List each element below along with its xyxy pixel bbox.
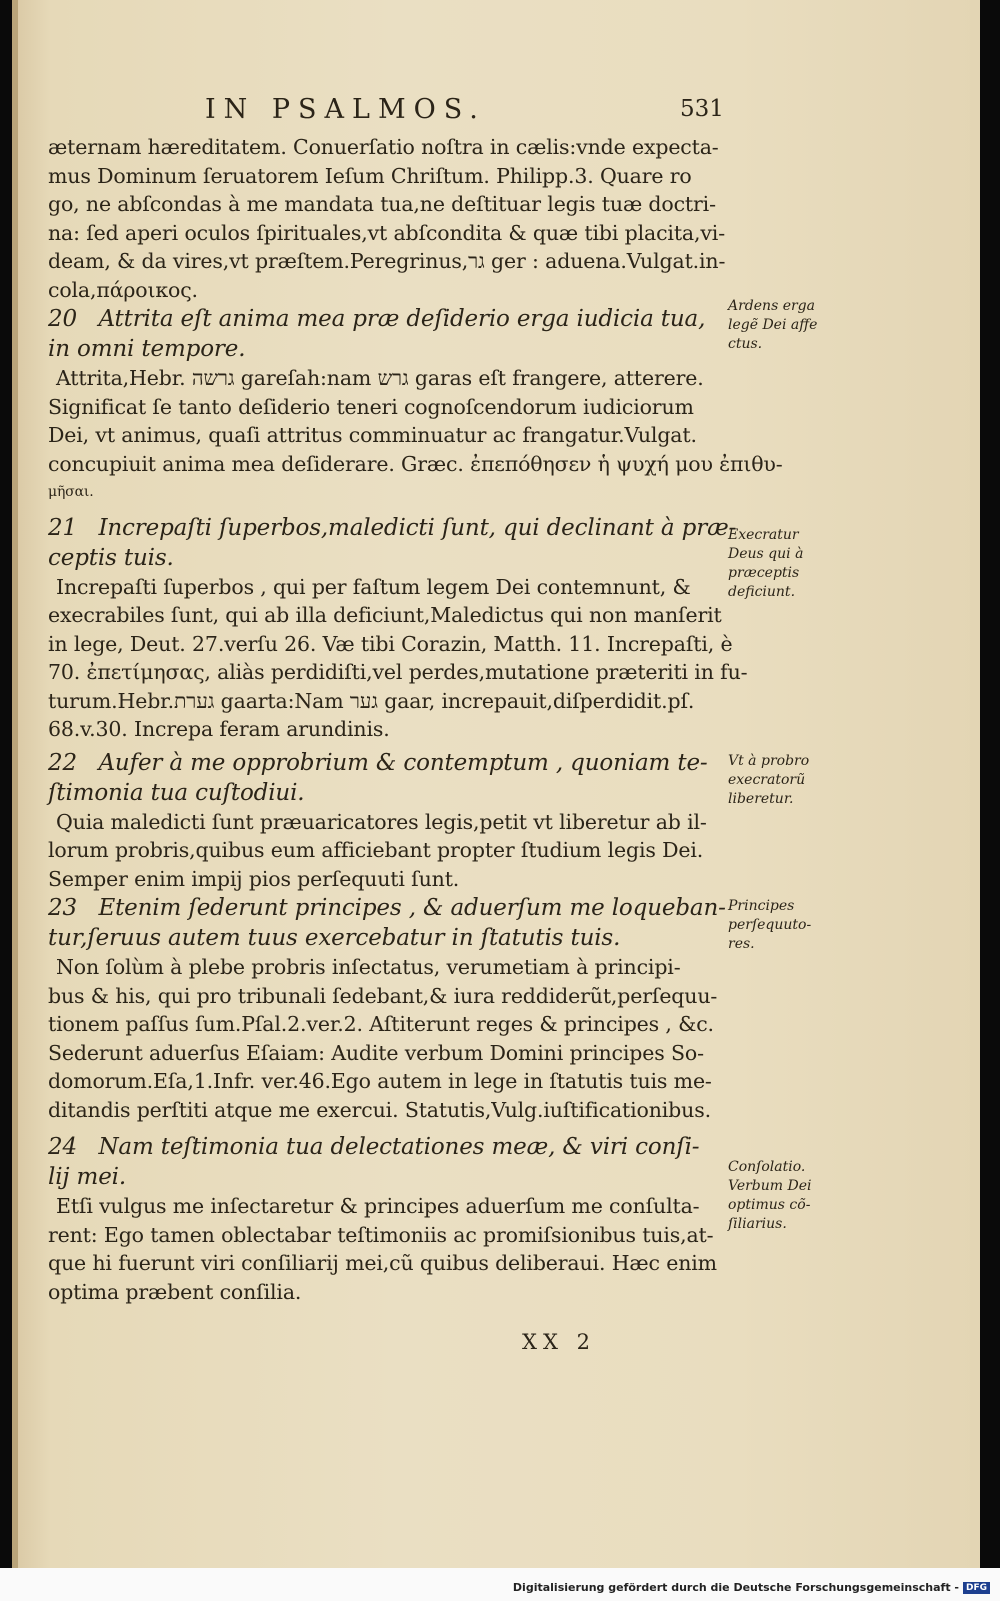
commentary-line: ditandis perſtiti atque me exercui. Statutis,Vulg.iuſtificationibus. <box>48 1097 711 1122</box>
footer-credit <box>513 1581 990 1594</box>
margin-note-line: liberetur. <box>728 791 794 807</box>
commentary-line: concupiuit anima mea deſiderare. Græc. ἐπεπόθησεν ἡ ψυχή μου ἐπιθυ- <box>48 451 783 476</box>
margin-note <box>728 526 838 602</box>
commentary-line: tionem paſſus ſum.Pſal.2.ver.2. Aſtiterunt reges & principes , &c. <box>48 1012 714 1036</box>
commentary-line: que hi fuerunt viri conſiliarij mei,cũ quibus deliberaui. Hæc enim <box>48 1251 717 1275</box>
body-line: na: ſed aperi oculos ſpirituales,vt abſcondita & quæ tibi placita,vi- <box>48 220 725 245</box>
commentary-line: bus & his, qui pro tribunali ſedebant,& iura reddiderũt,perſequu- <box>48 983 718 1008</box>
margin-note-line: legẽ Dei affe <box>728 317 818 333</box>
margin-note-line: execratorũ <box>728 772 806 788</box>
margin-note <box>728 1158 838 1234</box>
verse-line: lij mei. <box>48 1164 127 1190</box>
commentary-line: lorum probris,quibus eum afficiebant propter ſtudium legis Dei. <box>48 838 704 862</box>
margin-note-line: præceptis <box>728 565 800 581</box>
commentary-line: Semper enim impij pios perſequuti ſunt. <box>48 866 460 891</box>
margin-note <box>728 897 838 954</box>
body-line: mus Dominum ſeruatorem Ieſum Chriſtum. Philipp.3. Quare ro <box>48 163 692 188</box>
verse-text: Aufer à me opprobrium & contemptum , quoniam te- <box>98 749 708 776</box>
dfg-logo-icon: DFG <box>963 1582 990 1594</box>
page-number: 531 <box>680 96 724 122</box>
commentary-line: Etſi vulgus me inſectaretur & principes aduerſum me conſulta- <box>56 1194 700 1218</box>
verse-line: ceptis tuis. <box>48 544 174 571</box>
commentary-line: rent: Ego tamen oblectabar teſtimoniis ac promiſsionibus tuis,at- <box>48 1222 714 1247</box>
verse-line <box>12 1132 712 1162</box>
verse-text: Nam teſtimonia tua delectationes meæ, & viri conſi- <box>98 1134 700 1160</box>
verse-line: ſtimonia tua cuſtodiui. <box>48 779 305 806</box>
commentary-line: μῆσαι. <box>48 484 94 500</box>
commentary-line: Sederunt aduerſus Eſaiam: Audite verbum Domini principes So- <box>48 1040 704 1065</box>
commentary-line: Quia maledicti ſunt præuaricatores legis,petit vt liberetur ab il- <box>56 809 707 834</box>
commentary-line: Dei, vt animus, quaſi attritus comminuatur ac frangatur.Vulgat. <box>48 423 697 447</box>
verse-text: Etenim ſederunt principes , & aduerſum me loqueban- <box>98 895 726 921</box>
body-line: go, ne abſcondas à me mandata tua,ne deſtituar legis tuæ doctri- <box>48 192 716 216</box>
verse-number: 20 <box>48 306 77 332</box>
margin-note-line: Deus qui à <box>728 546 804 562</box>
commentary-line: in lege, Deut. 27.verſu 26. Væ tibi Corazin, Matth. 11. Increpaſti, è <box>48 631 733 656</box>
verse-text: Increpaſti ſuperbos,maledicti ſunt, qui declinant à præ- <box>98 514 737 541</box>
margin-note-line: optimus cõ- <box>728 1197 811 1213</box>
margin-note-line: Vt à probro <box>728 753 810 769</box>
commentary-line: execrabiles ſunt, qui ab illa deficiunt,Maledictus qui non manſerit <box>48 603 722 627</box>
body-line: æternam hæreditatem. Conuerſatio noſtra in cælis:vnde expecta- <box>48 135 719 159</box>
margin-note-line: res. <box>728 936 755 952</box>
commentary-line: domorum.Eſa,1.Infr. ver.46.Ego autem in lege in ſtatutis tuis me- <box>48 1069 712 1093</box>
verse-line <box>12 893 726 923</box>
footer-text: Digitalisierung gefördert durch die Deutsche Forschungsgemeinschaft - <box>512 1581 959 1594</box>
body-line: cola,πάροικος. <box>48 277 198 302</box>
verse-line <box>12 513 737 543</box>
verse-text: Attrita eſt anima mea præ deſiderio erga iudicia tua, <box>98 306 706 332</box>
page-edge <box>12 0 18 1568</box>
verse-number: 22 <box>48 749 77 776</box>
signature-mark: XX 2 <box>522 1330 596 1354</box>
book-page <box>12 0 980 1568</box>
margin-note-line: deficiunt. <box>728 584 796 600</box>
margin-note <box>728 752 838 809</box>
verse-line <box>12 304 712 334</box>
margin-note-line: perſequuto- <box>728 917 812 933</box>
verse-line: in omni tempore. <box>48 336 246 362</box>
commentary-line: Attrita,Hebr. גרשה gareſah:nam גרש garas eſt frangere, atterere. <box>56 366 704 390</box>
commentary-line: turum.Hebr.גערת gaarta:Nam גער gaar, increpauit,diſperdidit.pſ. <box>48 688 695 713</box>
commentary-line: Non ſolùm à plebe probris inſectatus, verumetiam à principi- <box>56 955 681 979</box>
verse-line <box>12 748 712 778</box>
margin-note-line: ctus. <box>728 336 763 352</box>
commentary-line: 70. ἐπετίμησας, aliàs perdidiſti,vel perdes,mutatione præteriti in fu- <box>48 660 748 684</box>
margin-note-line: Conſolatio. <box>728 1159 806 1175</box>
margin-note-line: Verbum Dei <box>728 1178 812 1194</box>
verse-number: 24 <box>48 1134 77 1160</box>
verse-line: tur,ſeruus autem tuus exercebatur in ſtatutis tuis. <box>48 925 621 951</box>
margin-note-line: Ardens erga <box>728 298 815 314</box>
running-title: IN PSALMOS. <box>205 94 486 125</box>
commentary-line: Significat ſe tanto deſiderio teneri cognoſcendorum iudiciorum <box>48 394 694 419</box>
margin-note-line: Principes <box>728 898 795 914</box>
margin-note <box>728 297 838 354</box>
verse-number: 23 <box>48 895 77 921</box>
page-header <box>12 90 980 130</box>
commentary-line: optima præbent conſilia. <box>48 1279 302 1304</box>
commentary-line: 68.v.30. Increpa feram arundinis. <box>48 717 390 741</box>
margin-note-line: Execratur <box>728 527 799 543</box>
verse-number: 21 <box>48 514 77 541</box>
commentary-line: Increpaſti ſuperbos , qui per faſtum legem Dei contemnunt, & <box>56 574 691 599</box>
body-line: deam, & da vires,vt præſtem.Peregrinus,גר ger : aduena.Vulgat.in- <box>48 249 726 273</box>
footer-strip <box>0 1568 1000 1601</box>
margin-note-line: ſiliarius. <box>728 1216 787 1232</box>
